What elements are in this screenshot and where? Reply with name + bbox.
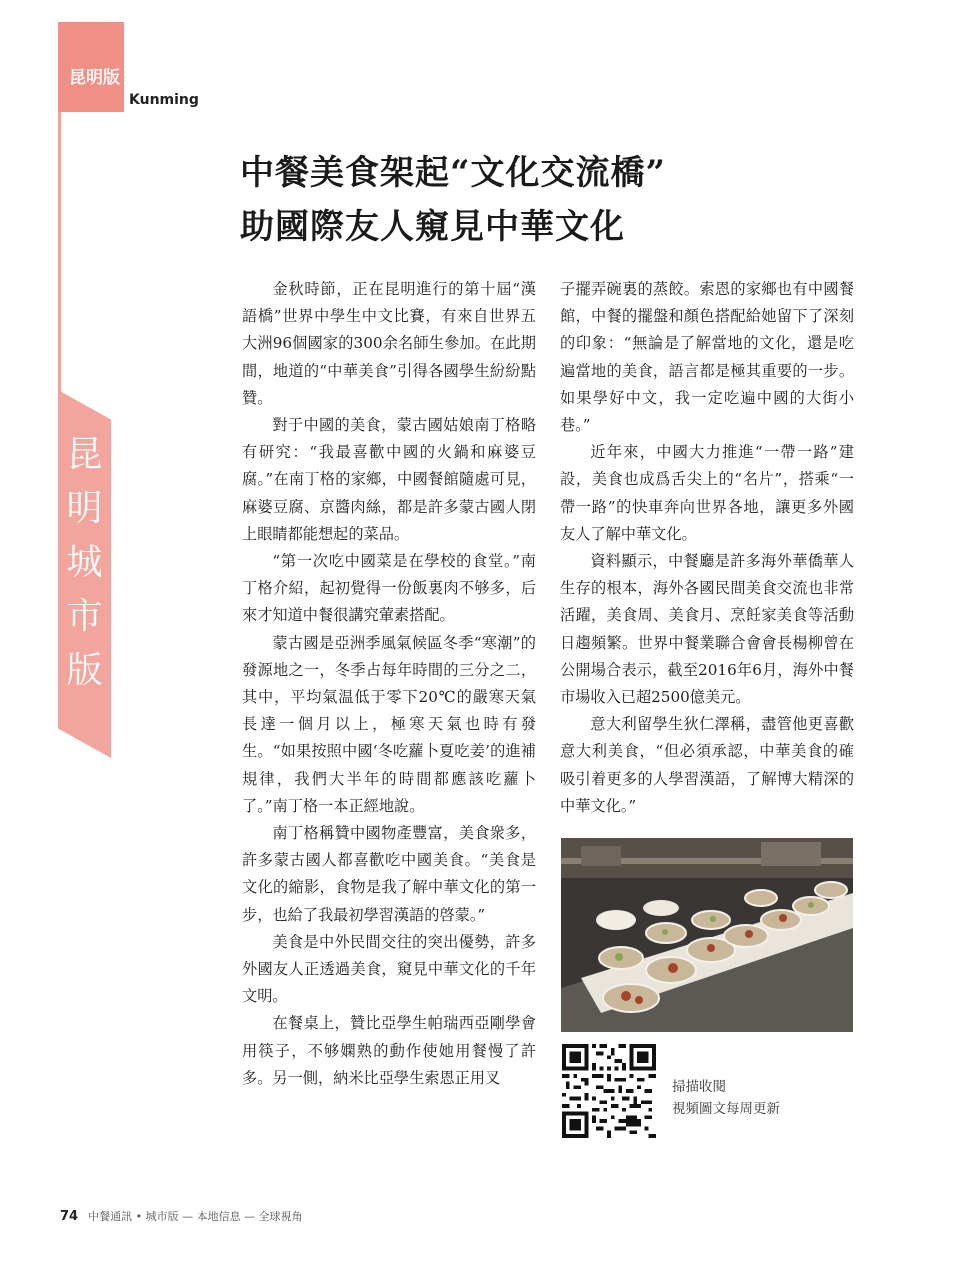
paragraph: 對于中國的美食，蒙古國姑娘南丁格略有研究：“我最喜歡中國的火鍋和麻婆豆腐。”在南丁格的家鄉，中國餐館隨處可見，麻婆豆腐、京醬肉絲，都是許多蒙古國人閉上眼睛都能想起的菜品。 <box>242 416 536 543</box>
page-number: 74 <box>60 1209 79 1224</box>
vertical-banner-text <box>58 428 111 698</box>
side-rule <box>58 112 61 392</box>
buffet-illustration <box>561 838 853 1032</box>
paragraph: 資料顯示，中餐廳是許多海外華僑華人生存的根本，海外各國民間美食交流也非常活躍，美食周、美食月、烹飪家美食等活動日趨頻繁。世界中餐業聯合會會長楊柳曾在公開場合表示，截至2016年6月，海外中餐市場收入已超2500億美元。 <box>560 552 854 707</box>
paragraph: 美食是中外民間交往的突出優勢，許多外國友人正透過美食，窺見中華文化的千年文明。 <box>242 932 536 1006</box>
title-line: 中餐美食架起“文化交流橋” <box>240 153 667 193</box>
page-footer <box>60 1208 303 1224</box>
food-photo <box>561 838 853 1032</box>
edition-label: 昆明版 <box>69 68 120 88</box>
banner-char: 昆 <box>66 434 103 475</box>
edition-tab <box>58 22 124 112</box>
edition-label-en: Kunming <box>129 92 199 108</box>
paragraph: 近年來，中國大力推進“一帶一路”建設，美食也成爲舌尖上的“名片”，搭乘“一帶一路”的快車奔向世界各地，讓更多外國友人了解中華文化。 <box>560 443 854 543</box>
title-line: 助國際友人窺見中華文化 <box>240 207 625 247</box>
paragraph: “第一次吃中國菜是在學校的食堂。”南丁格介紹，起初覺得一份飯裏肉不够多，后來才知道中餐很講究葷素搭配。 <box>242 552 536 625</box>
qr-caption-line: 視頻圖文每周更新 <box>672 1101 780 1117</box>
qr-caption-line: 掃描收閱 <box>672 1079 726 1095</box>
banner-char: 市 <box>66 596 103 637</box>
paragraph: 南丁格稱贊中國物產豐富，美食衆多，許多蒙古國人都喜歡吃中國美食。“美食是文化的縮影，食物是我了解中華文化的第一步，也給了我最初學習漢語的啓蒙。” <box>242 824 536 924</box>
article-column-1 <box>242 276 536 1092</box>
banner-char: 版 <box>66 650 103 691</box>
banner-char: 城 <box>66 542 103 583</box>
paragraph: 在餐桌上，贊比亞學生帕瑞西亞剛學會用筷子，不够嫻熟的動作使她用餐慢了許多。另一側，納米比亞學生索恩正用叉 <box>242 1014 536 1087</box>
paragraph: 子擺弄碗裏的蒸餃。索恩的家鄉也有中國餐館，中餐的擺盤和顏色搭配給她留下了深刻的印象：“無論是了解當地的文化，還是吃遍當地的美食，語言都是極其重要的一步。如果學好中文，我一定吃遍中國的大街小巷。” <box>560 280 854 435</box>
qr-caption <box>672 1076 780 1120</box>
footer-text: 中餐通訊 • 城市版 — 本地信息 — 全球視角 <box>88 1210 303 1223</box>
paragraph: 意大利留學生狄仁澤稱，盡管他更喜歡意大利美食，“但必須承認，中華美食的確吸引着更多的人學習漢語，了解博大精深的中華文化。” <box>560 715 854 815</box>
article-title <box>240 146 880 254</box>
paragraph: 蒙古國是亞洲季風氣候區冬季“寒潮”的發源地之一，冬季占每年時間的三分之二，其中，平均氣温低于零下20℃的嚴寒天氣長達一個月以上，極寒天氣也時有發生。“如果按照中國‘冬吃蘿卜夏吃姜’的進補規律，我們大半年的時間都應該吃蘿卜了。”南丁格一本正經地說。 <box>242 633 536 815</box>
qr-code-icon <box>562 1044 656 1138</box>
paragraph: 金秋時節，正在昆明進行的第十屆“漢語橋”世界中學生中文比賽，有來自世界五大洲96個國家的300余名師生參加。在此期間，地道的“中華美食”引得各國學生紛紛點贊。 <box>242 280 536 407</box>
banner-char: 明 <box>66 488 103 529</box>
qr-code[interactable] <box>562 1044 656 1138</box>
article-column-2 <box>560 276 854 820</box>
